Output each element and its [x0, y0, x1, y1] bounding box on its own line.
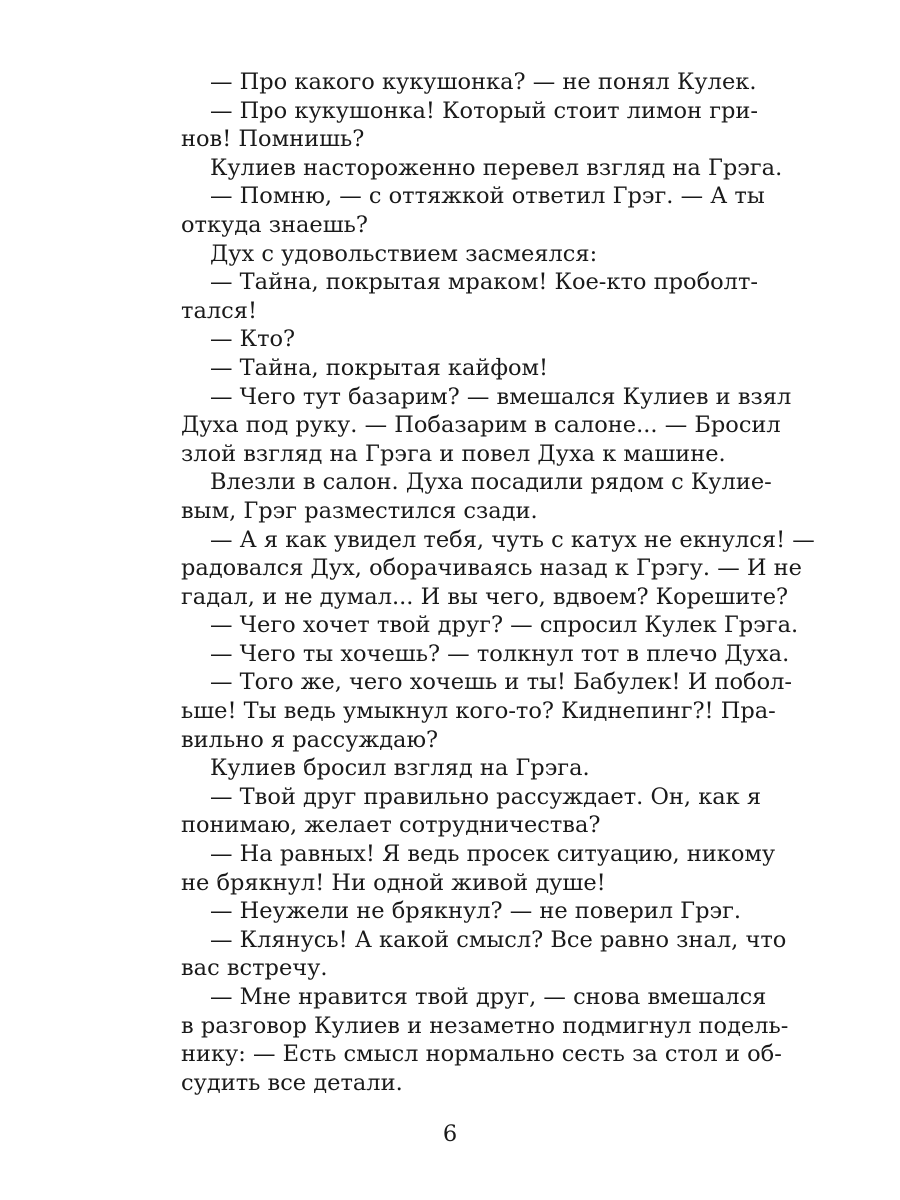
text-line: судить все детали.	[181, 1069, 403, 1096]
text-line: тался!	[181, 297, 257, 324]
text-line: вым, Грэг разместился сзади.	[181, 497, 538, 524]
text-line: вас встречу.	[181, 955, 328, 982]
text-line: — Того же, чего хочешь и ты! Бабулек! И побол-	[210, 669, 793, 696]
text-line: — Про какого кукушонка? — не понял Кулек.	[210, 69, 757, 95]
text-line: — Тайна, покрытая мраком! Кое-кто проболт-	[210, 269, 758, 296]
text-line: гадал, и не думал... И вы чего, вдвоем? Корешите?	[181, 583, 789, 610]
text-line: — Про кукушонка! Который стоит лимон гри-	[210, 97, 758, 124]
text-line: — Неужели не брякнул? — не поверил Грэг.	[210, 898, 742, 925]
text-line: ьше! Ты ведь умыкнул кого-то? Киднепинг?! Пра-	[181, 698, 776, 725]
text-line: Кулиев настороженно перевел взгляд на Грэга.	[210, 154, 783, 181]
text-line: — А я как увидел тебя, чуть с катух не екнулся! —	[210, 526, 815, 553]
text-line: Дух с удовольствием засмеялся:	[210, 240, 598, 267]
text-line: — На равных! Я ведь просек ситуацию, никому	[210, 841, 776, 868]
text-line: Влезли в салон. Духа посадили рядом с Кулие-	[210, 469, 772, 496]
text-line: нику: — Есть смысл нормально сесть за стол и об-	[181, 1041, 782, 1068]
text-line: Кулиев бросил взгляд на Грэга.	[210, 755, 590, 782]
text-line: откуда знаешь?	[181, 211, 368, 238]
text-line: понимаю, желает сотрудничества?	[181, 812, 601, 839]
text-line: нов! Помнишь?	[181, 126, 365, 153]
text-line: в разговор Кулиев и незаметно подмигнул подель-	[181, 1012, 789, 1039]
text-line: вильно я рассуждаю?	[181, 726, 439, 753]
text-line: Духа под руку. — Побазарим в салоне... — Бросил	[181, 412, 781, 439]
text-line: — Кто?	[210, 326, 296, 353]
text-line: — Чего хочет твой друг? — спросил Кулек Грэга.	[210, 612, 799, 639]
text-line: не брякнул! Ни одной живой душе!	[181, 869, 606, 896]
text-line: — Чего ты хочешь? — толкнул тот в плечо Духа.	[210, 640, 790, 667]
text-line: — Тайна, покрытая кайфом!	[210, 354, 549, 381]
text-line: — Чего тут базарим? — вмешался Кулиев и взял	[210, 383, 792, 410]
text-line: — Клянусь! А какой смысл? Все равно знал, что	[210, 926, 787, 953]
page-text	[181, 68, 815, 1097]
text-line: — Помню, — с оттяжкой ответил Грэг. — А ты	[210, 183, 765, 210]
text-line: радовался Дух, оборачиваясь назад к Грэгу. — И не	[181, 555, 802, 582]
text-line: злой взгляд на Грэга и повел Духа к машине.	[181, 440, 726, 467]
text-line: — Мне нравится твой друг, — снова вмешался	[210, 984, 767, 1010]
text-line: — Твой друг правильно рассуждает. Он, как я	[210, 783, 762, 810]
page-number: 6	[442, 1121, 458, 1147]
